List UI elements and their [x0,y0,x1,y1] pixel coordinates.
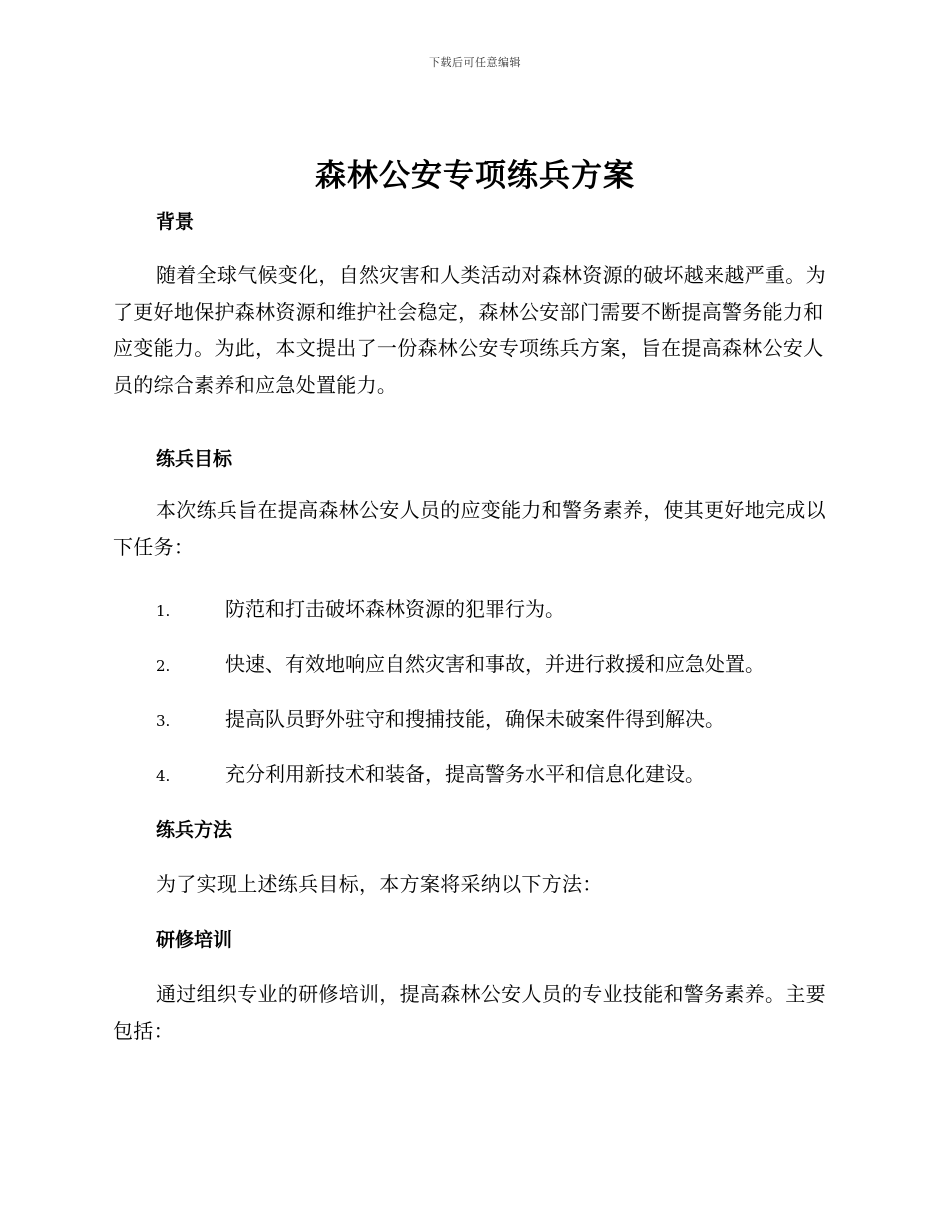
section-paragraph-goals: 本次练兵旨在提高森林公安人员的应变能力和警务素养，使其更好地完成以下任务： [113,498,826,559]
list-item [156,760,836,790]
header-note: 下载后可任意编辑 [429,56,521,69]
list-item-number: 2. [156,657,171,675]
list-item [156,595,836,625]
list-item-text: 快速、有效地响应自然灾害和事故，并进行救援和应急处置。 [225,652,765,676]
list-item [156,705,836,735]
section-paragraph-training: 通过组织专业的研修培训，提高森林公安人员的专业技能和警务素养。主要包括： [113,982,826,1043]
section-paragraph-methods: 为了实现上述练兵目标，本方案将采纳以下方法： [156,872,603,896]
list-item [156,650,836,680]
list-item-text: 充分利用新技术和装备，提高警务水平和信息化建设。 [225,762,705,786]
list-item-text: 提高队员野外驻守和搜捕技能，确保未破案件得到解决。 [225,707,725,731]
section-heading-background: 背景 [156,211,195,233]
list-item-number: 4. [156,767,171,785]
section-paragraph-background: 随着全球气候变化，自然灾害和人类活动对森林资源的破坏越来越严重。为了更好地保护森林资源和维护社会稳定，森林公安部门需要不断提高警务能力和应变能力。为此，本文提出了一份森林公安专项练兵方案，旨在提高森林公安人员的综合素养和应急处置能力。 [113,263,826,397]
document-title: 森林公安专项练兵方案 [315,158,635,194]
section-heading-methods: 练兵方法 [156,819,233,841]
section-heading-goals: 练兵目标 [156,448,233,470]
list-item-number: 1. [156,602,171,620]
list-item-text: 防范和打击破坏森林资源的犯罪行为。 [225,597,565,621]
list-item-number: 3. [156,712,171,730]
section-heading-training: 研修培训 [156,929,233,951]
